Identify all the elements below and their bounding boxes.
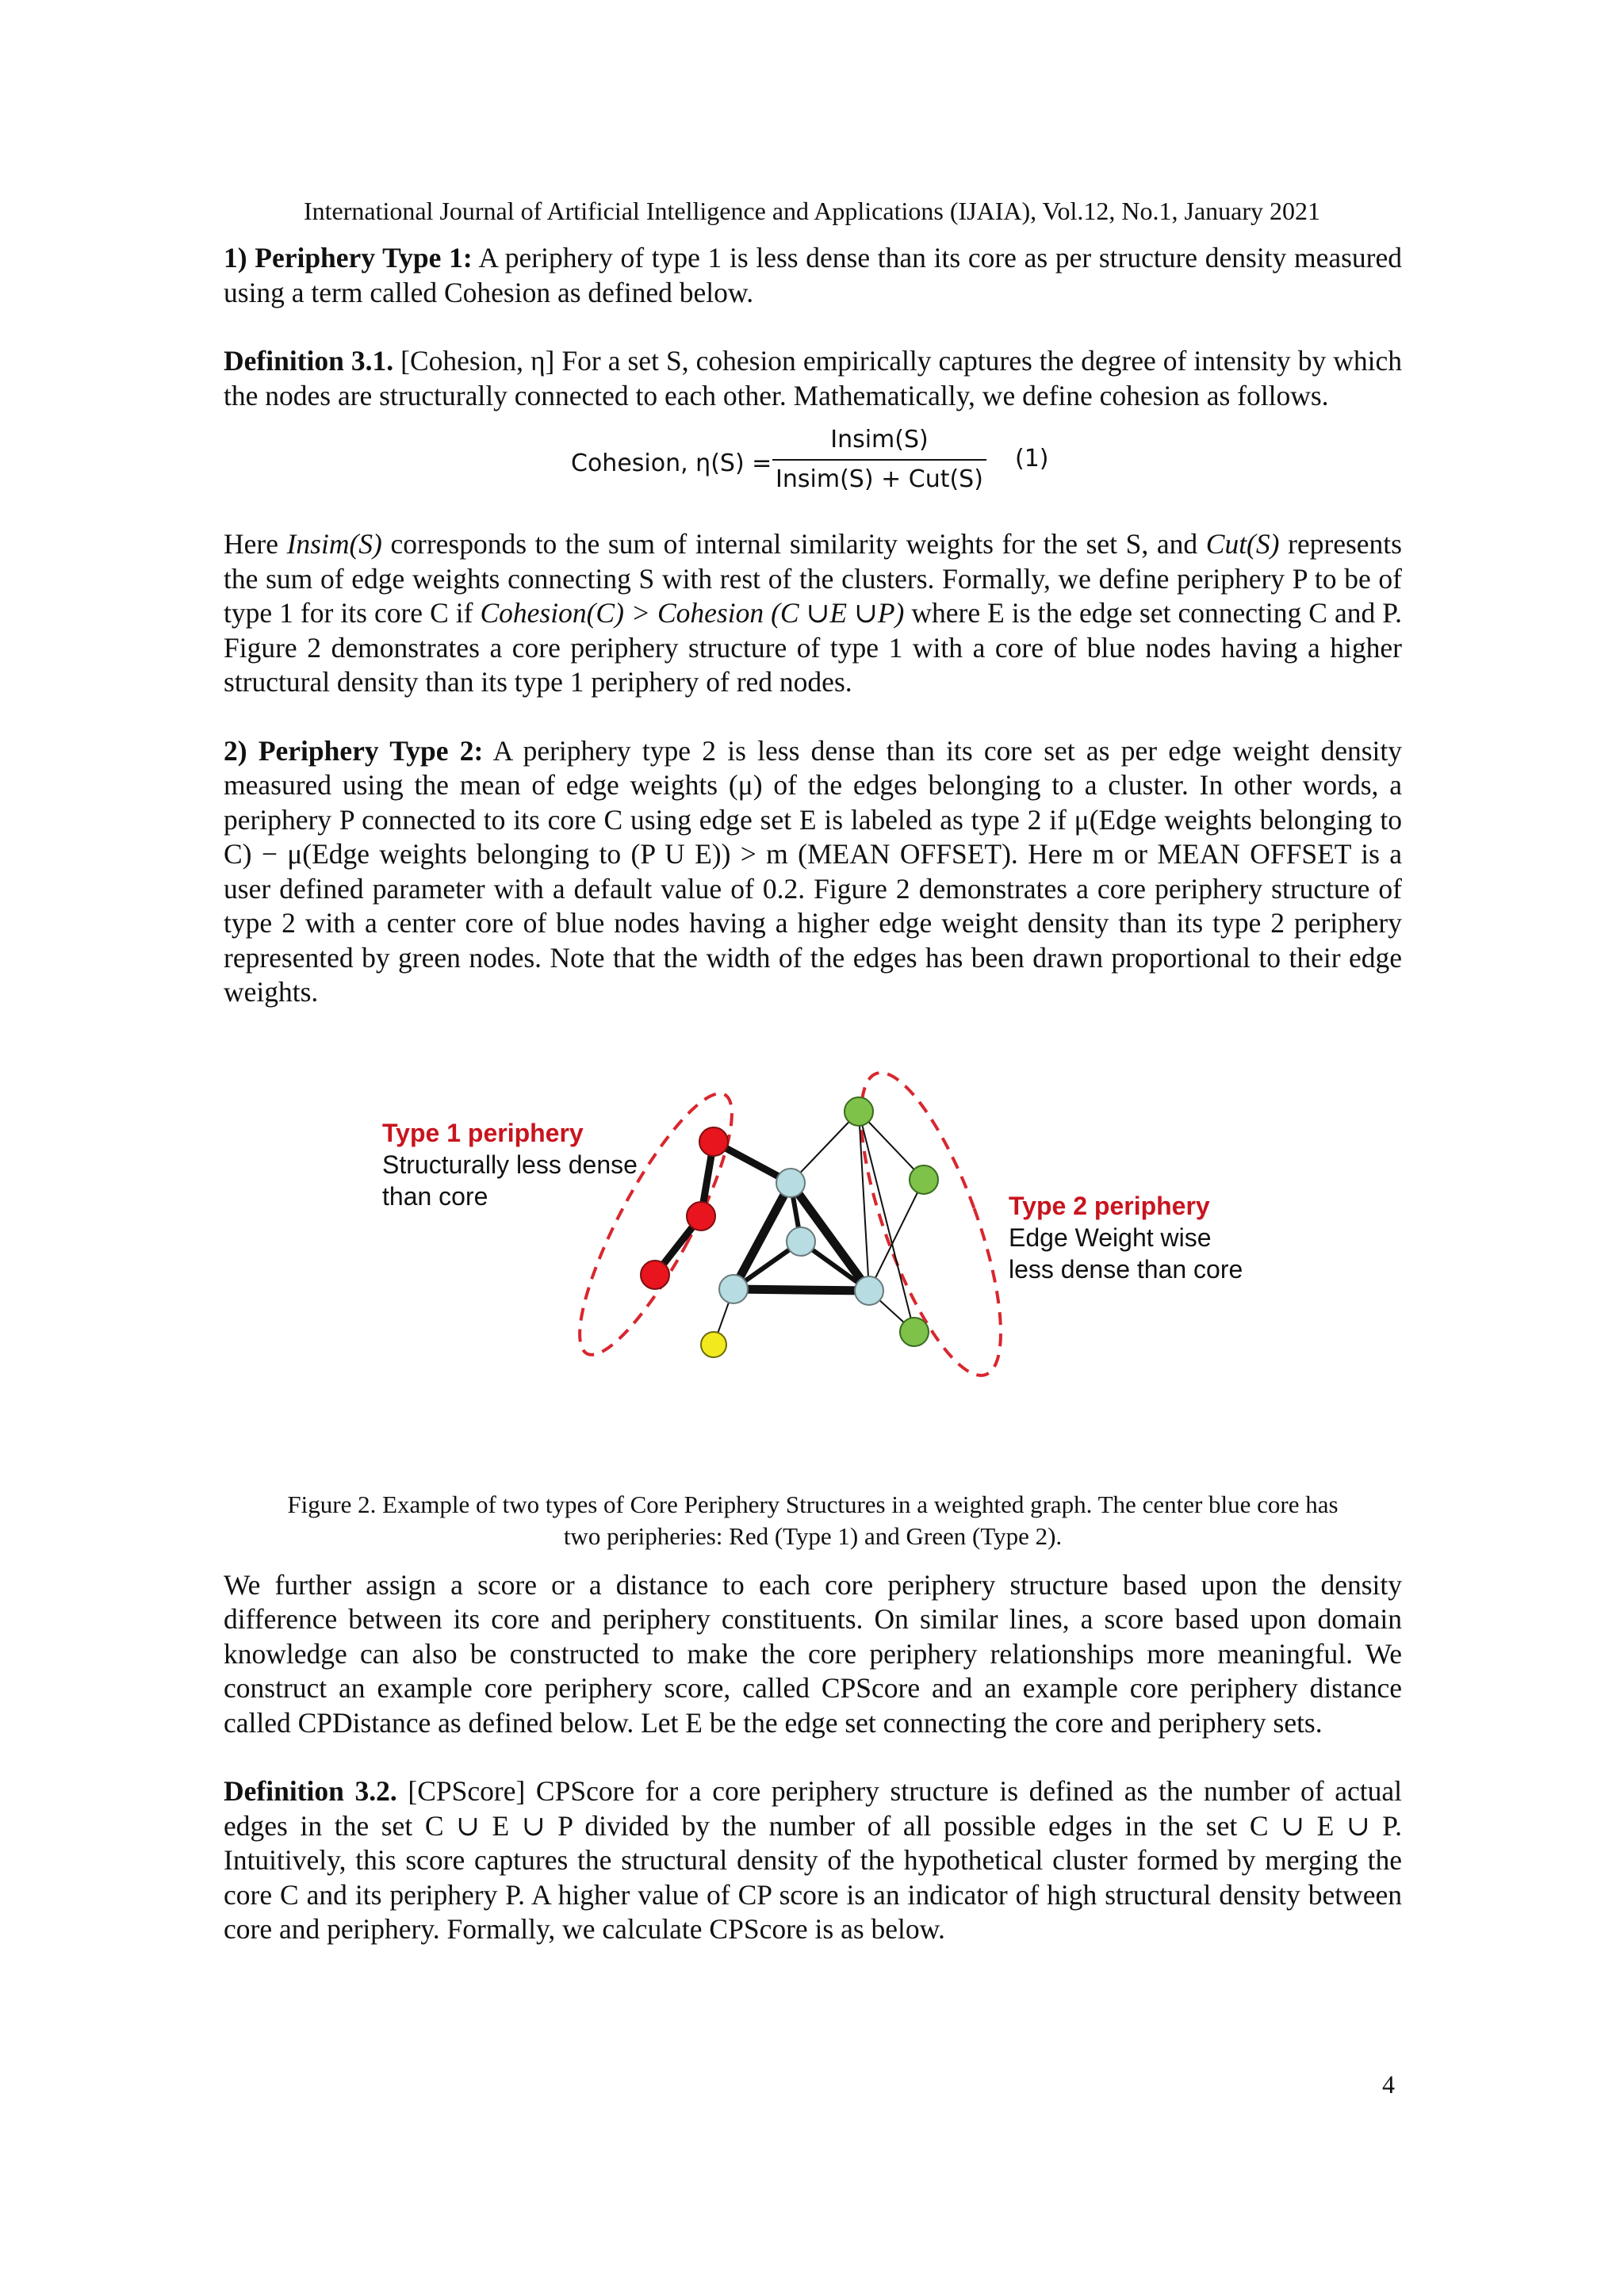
type2-label-title: Type 2 periphery bbox=[1009, 1191, 1210, 1220]
page-number: 4 bbox=[1382, 2070, 1395, 2099]
green-node bbox=[845, 1097, 873, 1126]
blue-node bbox=[719, 1275, 748, 1303]
paragraph-text: A periphery of type 1 is less dense than its core as per structure density measured using a term called Cohesion as defined below. bbox=[224, 242, 1402, 308]
definition-3-2 bbox=[224, 1774, 1402, 1947]
paragraph-cp-score-intro: We further assign a score or a distance to each core periphery structure based upon the density difference between its core and periphery constituents. On similar lines, a score based upon domain knowledge can also be constructed to make the core periphery relationships more meaningful. We construct an example core periphery score, called CPScore and an example core periphery distance called CPDistance as defined below. Let E be the edge set connecting the core and periphery sets. bbox=[224, 1568, 1402, 1739]
green-node bbox=[900, 1318, 929, 1346]
blue-node bbox=[787, 1227, 815, 1256]
edge bbox=[733, 1183, 791, 1289]
paragraph-lead: 2) Periphery Type 2: bbox=[224, 734, 484, 767]
type1-label-title: Type 1 periphery bbox=[382, 1118, 584, 1147]
type1-label-line1: Structurally less dense bbox=[382, 1150, 638, 1179]
italic-term: Insim(S) bbox=[286, 528, 382, 560]
definition-lead: Definition 3.1. bbox=[224, 345, 394, 377]
graph-nodes bbox=[641, 1097, 938, 1357]
definition-text: [CPScore] CPScore for a core periphery structure is defined as the number of actual edges in the set C ∪ E ∪ P divided by the number of all possible edges in the set C ∪ E ∪ P. Intuitively, this score captures the structural density of the hypothetical cluster formed by merging the core C and its periphery P. A higher value of CP score is an indicator of high structural density between core and periphery. Formally, we calculate CPScore is as below. bbox=[224, 1775, 1402, 1945]
green-node bbox=[910, 1165, 938, 1194]
equation-number: (1) bbox=[1015, 445, 1049, 473]
paragraph-cohesion-explanation bbox=[224, 527, 1402, 700]
definition-3-1 bbox=[224, 344, 1402, 413]
type1-boundary bbox=[555, 1077, 757, 1371]
figure-2 bbox=[224, 1058, 1402, 1486]
red-node bbox=[699, 1127, 728, 1156]
paragraph-periphery-type-2 bbox=[224, 734, 1402, 1010]
caption-line-1: Figure 2. Example of two types of Core Periphery Structures in a weighted graph. The center blue core has bbox=[287, 1490, 1339, 1518]
edge bbox=[733, 1289, 869, 1291]
fraction-bar bbox=[772, 459, 986, 461]
equation-fraction bbox=[772, 423, 986, 496]
definition-text: [Cohesion, η] For a set S, cohesion empirically captures the degree of intensity by which the nodes are structurally connected to each other. Mathematically, we define cohesion as follows. bbox=[224, 345, 1402, 411]
blue-node bbox=[855, 1276, 883, 1305]
equation-numerator: Insim(S) bbox=[830, 426, 929, 453]
type1-label-line2: than core bbox=[382, 1181, 488, 1211]
yellow-node bbox=[701, 1332, 726, 1357]
type2-label-line1: Edge Weight wise bbox=[1009, 1223, 1212, 1252]
running-header: International Journal of Artificial Intelligence and Applications (IJAIA), Vol.12, No.1, January 2021 bbox=[303, 197, 1321, 225]
blue-node bbox=[776, 1169, 805, 1197]
definition-lead: Definition 3.2. bbox=[224, 1775, 397, 1807]
red-node bbox=[687, 1202, 715, 1230]
type2-label-line2: less dense than core bbox=[1009, 1254, 1243, 1284]
text-run: Here bbox=[224, 528, 287, 560]
body-content bbox=[224, 241, 1402, 1947]
text-run: where E is the edge set connecting C and P. Figure 2 demonstrates a core periphery structure of type 1 with a core of blue nodes having a higher structural density than its type 1 periphery of red nodes. bbox=[224, 597, 1402, 698]
italic-term: Cohesion(C) > Cohesion (C ∪E ∪P) bbox=[480, 597, 905, 629]
figure-caption bbox=[224, 1489, 1402, 1552]
edge bbox=[869, 1180, 924, 1291]
paragraph-periphery-type-1 bbox=[224, 241, 1402, 310]
paragraph-lead: 1) Periphery Type 1: bbox=[224, 242, 473, 274]
paragraph-text: A periphery type 2 is less dense than its core set as per edge weight density measured using the mean of edge weights (μ) of the edges belonging to a cluster. In other words, a periphery P connected to its core C using edge set E is labeled as type 2 if μ(Edge weights belonging to C) − μ(Edge weights belonging to (P U E)) > m (MEAN OFFSET). Here m or MEAN OFFSET is a user defined parameter with a default value of 0.2. Figure 2 demonstrates a core periphery structure of type 2 with a center core of blue nodes having a higher edge weight density than its type 2 periphery represented by green nodes. Note that the width of the edges has been drawn proportional to their edge weights. bbox=[224, 734, 1402, 1008]
italic-term: Cut(S) bbox=[1205, 528, 1280, 560]
equation-lhs: Cohesion, η(S) = bbox=[571, 450, 772, 477]
core-periphery-graph bbox=[224, 1058, 1402, 1470]
red-node bbox=[641, 1261, 669, 1289]
equation-1 bbox=[224, 423, 1402, 505]
caption-line-2: two peripheries: Red (Type 1) and Green (Type 2). bbox=[563, 1521, 1063, 1550]
text-run: corresponds to the sum of internal similarity weights for the set S, and bbox=[381, 528, 1206, 560]
text-run: represents the sum of edge weights connecting S with rest of the clusters. Formally, we define periphery P to be of type 1 for its core C if bbox=[224, 528, 1402, 629]
equation-denominator: Insim(S) + Cut(S) bbox=[776, 465, 983, 493]
